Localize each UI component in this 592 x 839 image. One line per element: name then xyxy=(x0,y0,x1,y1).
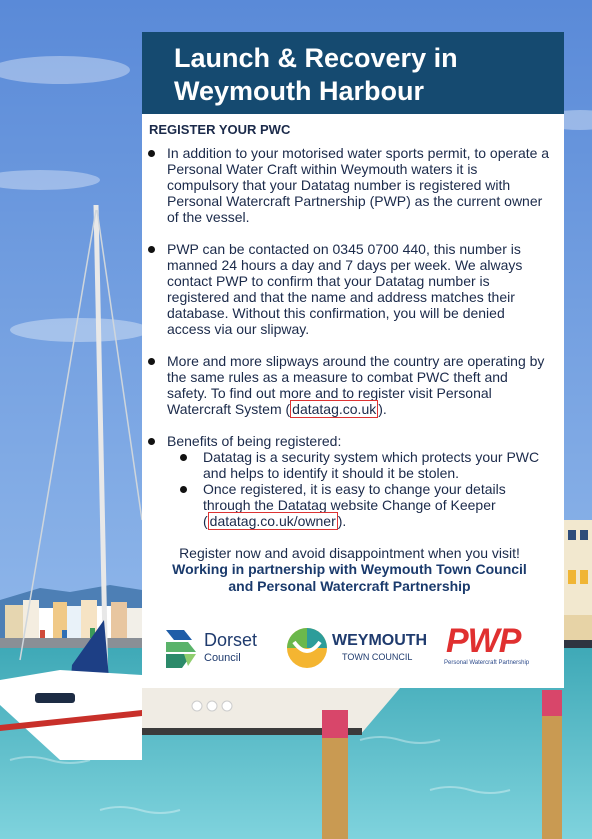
dorset-name: Dorset xyxy=(204,630,258,650)
weymouth-emblem-icon xyxy=(286,626,328,670)
pwp-logo xyxy=(444,622,542,672)
partnership-line2: and Personal Watercraft Partnership xyxy=(228,578,471,594)
datatag-owner-link[interactable]: datatag.co.uk/owner xyxy=(209,513,336,529)
bullet-list xyxy=(149,145,550,529)
benefits-list xyxy=(167,449,550,529)
benefit-item xyxy=(203,449,550,481)
list-item xyxy=(149,145,550,225)
benefit-item xyxy=(203,481,550,529)
paragraph-permit: In addition to your motorised water sports permit, to operate a Personal Water Craft within Weymouth waters it is compulsory that your Datatag number is registered with Personal Watercraft Partnership (PWP) as the current owner of the vessel. xyxy=(167,145,550,225)
benefit-text: Datatag is a security system which protects your PWC and helps to identify it should it be stolen. xyxy=(203,449,540,481)
weymouth-sub: TOWN COUNCIL xyxy=(342,652,413,662)
list-item xyxy=(149,353,550,417)
weymouth-name: WEYMOUTH xyxy=(332,632,428,649)
houses-left xyxy=(5,600,142,640)
list-item xyxy=(149,241,550,337)
pwp-name: PWP xyxy=(446,622,521,660)
call-to-action: Register now and avoid disappointment when you visit! xyxy=(179,545,520,561)
benefits-heading: Benefits of being registered: xyxy=(167,433,342,449)
paragraph-slipways: More and more slipways around the country are operating by the same rules as a measure to combat PWC theft and safety. To find out more and to register visit Personal Watercraft System ( xyxy=(167,353,545,417)
benefit-text: Once registered, it is easy to change your details through the Datatag website Change of Keeper ( xyxy=(203,481,506,529)
dorset-council-logo xyxy=(162,626,272,672)
partnership-line1: Working in partnership with Weymouth Town Council xyxy=(172,561,527,577)
title-bar xyxy=(142,32,564,114)
partner-logos xyxy=(162,622,542,672)
paragraph-contact: PWP can be contacted on 0345 0700 440, this number is manned 24 hours a day and 7 days per week. We always contact PWP to confirm that your Datatag number is registered and that the name and address matches their database. Without this confirmation, you will be denied access via our slipway. xyxy=(167,241,523,337)
list-item xyxy=(149,433,550,529)
page-title-line1: Launch & Recovery in xyxy=(174,43,458,73)
page-title-line2: Weymouth Harbour xyxy=(174,76,425,106)
pwp-sub: Personal Watercraft Partnership xyxy=(444,660,530,666)
link-suffix: ). xyxy=(337,513,347,529)
datatag-link[interactable]: datatag.co.uk xyxy=(292,401,377,417)
boat-2 xyxy=(142,688,400,735)
panel-content xyxy=(142,114,564,595)
link-suffix: ). xyxy=(378,401,387,417)
dorset-sub: Council xyxy=(204,652,241,664)
weymouth-council-logo xyxy=(286,626,426,672)
dorset-emblem-icon xyxy=(162,626,200,670)
houses-right xyxy=(564,520,592,668)
info-panel xyxy=(142,32,564,688)
section-heading: REGISTER YOUR PWC xyxy=(149,122,291,137)
